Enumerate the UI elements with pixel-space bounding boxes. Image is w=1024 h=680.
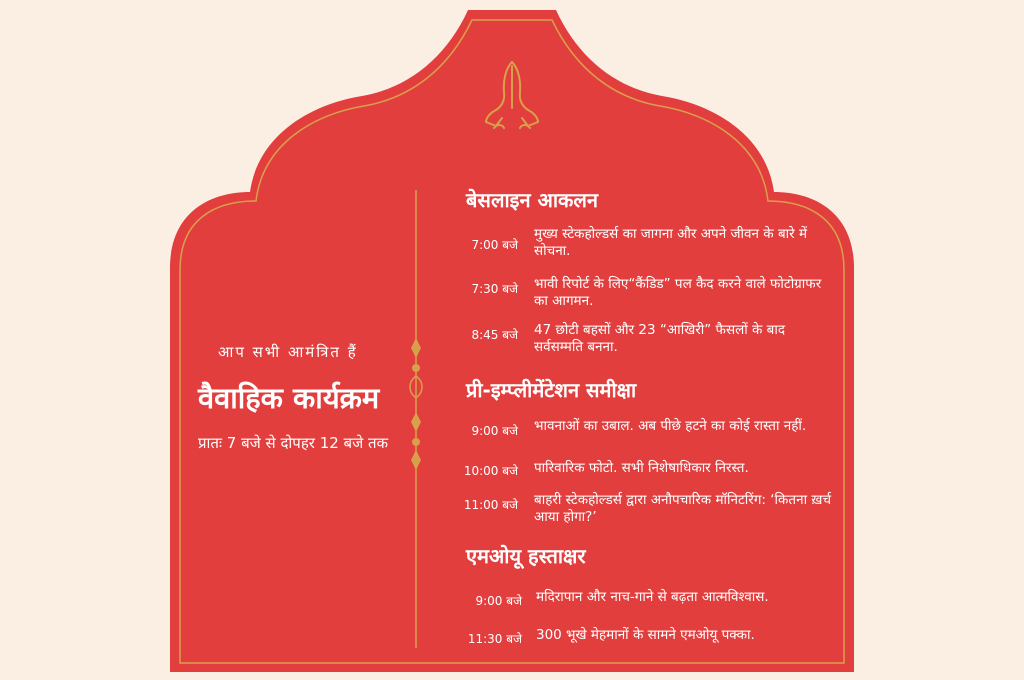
item-time: 7:30 बजे [471, 282, 518, 296]
item-desc: भावनाओं का उबाल. अब पीछे हटने का कोई रास्ता नहीं. [534, 418, 807, 434]
event-title: वैवाहिक कार्यक्रम [198, 381, 380, 415]
item-desc: 47 छोटी बहसों और 23 “आखिरी” फैसलों के बाद सर्वसम्मति बनना. [534, 322, 786, 355]
item-time: 8:45 बजे [471, 328, 518, 342]
item-desc: मुख्य स्टेकहोल्डर्स का जागना और अपने जीवन के बारे में सोचना. [534, 226, 808, 259]
item-time: 11:00 बजे [463, 498, 518, 512]
item-time: 9:00 बजे [475, 594, 522, 608]
section-title-mou-signing: एमओयू हस्ताक्षर [466, 544, 586, 568]
invite-text: आप सभी आमंत्रित हैं [218, 343, 358, 361]
item-desc: पारिवारिक फोटो. सभी निशेषाधिकार निरस्त. [534, 460, 749, 476]
item-time: 11:30 बजे [467, 632, 522, 646]
item-time: 10:00 बजे [463, 464, 518, 478]
item-desc: बाहरी स्टेकहोल्डर्स द्वारा अनौपचारिक मॉनिटरिंग: ‘कितना ख़र्च आया होगा?’ [534, 492, 832, 525]
item-desc: मदिरापान और नाच-गाने से बढ़ता आत्मविश्वास. [536, 589, 769, 605]
event-timing: प्रातः 7 बजे से दोपहर 12 बजे तक [198, 434, 389, 452]
item-desc: भावी रिपोर्ट के लिए“कैंडिड” पल कैद करने वाले फोटोग्राफर का आगमन. [534, 276, 822, 309]
item-time: 7:00 बजे [471, 238, 518, 252]
section-title-pre-implementation: प्री-इम्प्लीमेंटेशन समीक्षा [466, 378, 637, 402]
item-desc: 300 भूखे मेहमानों के सामने एमओयू पक्का. [536, 627, 755, 643]
section-title-baseline: बेसलाइन आकलन [466, 188, 599, 212]
item-time: 9:00 बजे [471, 424, 518, 438]
